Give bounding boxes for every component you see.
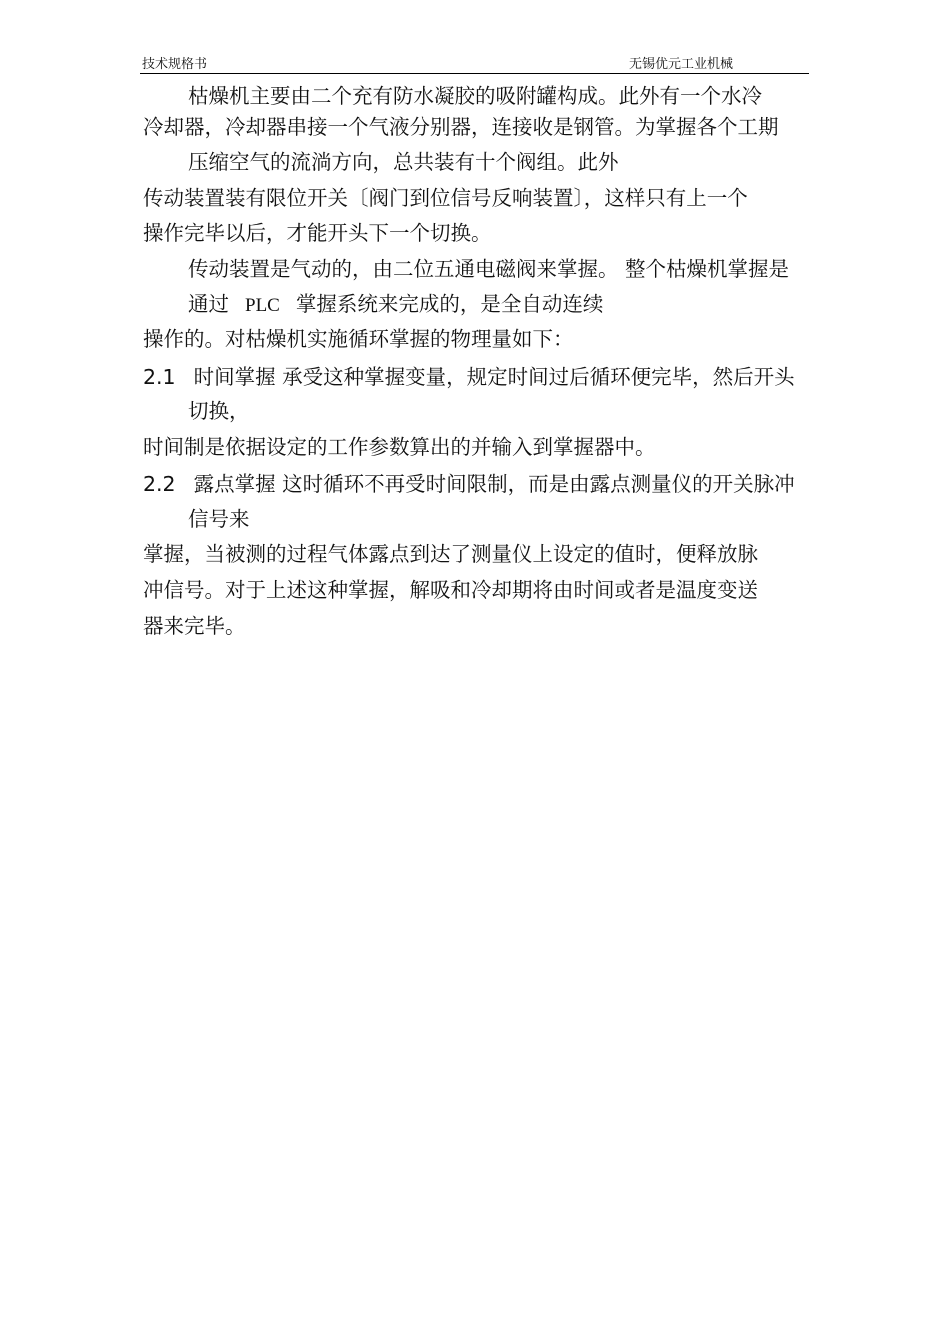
list-item-number: 2.1 — [143, 365, 176, 389]
paragraph-line: 掌握，当被测的过程气体露点到达了测量仪上设定的值时，便释放脉 — [143, 542, 758, 566]
list-item-dewpoint-control — [143, 470, 795, 498]
paragraph-line: 信号来 — [188, 507, 250, 531]
header-doc-type: 技术规格书 — [142, 57, 208, 72]
list-item-text: 露点掌握 这时循环不再受时间限制，而是由露点测量仪的开关脉冲 — [193, 472, 795, 496]
paragraph-line: 切换， — [188, 399, 250, 423]
list-item-number: 2.2 — [143, 472, 176, 496]
plc-term: PLC — [245, 295, 280, 316]
paragraph-line: 传动装置装有限位开关〔阀门到位信号反响装置〕，这样只有上一个 — [143, 186, 748, 210]
paragraph-line: 枯燥机主要由二个充有防水凝胶的吸附罐构成。此外有一个水冷 — [188, 84, 762, 108]
plc-line-before: 通过 — [188, 292, 229, 316]
list-item-time-control — [143, 363, 795, 391]
paragraph-line: 操作完毕以后，才能开头下一个切换。 — [143, 221, 492, 245]
paragraph-line: 传动装置是气动的，由二位五通电磁阀来掌握。 整个枯燥机掌握是 — [188, 257, 790, 281]
paragraph-line: 操作的。对枯燥机实施循环掌握的物理量如下： — [143, 327, 574, 351]
header-company: 无锡优元工业机械 — [629, 57, 734, 72]
paragraph-line: 器来完毕。 — [143, 614, 246, 638]
paragraph-line: 冷却器，冷却器串接一个气液分别器，连接收是钢管。为掌握各个工期 — [143, 115, 779, 139]
paragraph-line: 时间制是依据设定的工作参数算出的并输入到掌握器中。 — [143, 435, 656, 459]
plc-line-after: 掌握系统来完成的，是全自动连续 — [295, 292, 604, 316]
plc-line — [188, 290, 603, 320]
paragraph-line: 压缩空气的流淌方向，总共装有十个阀组。此外 — [188, 150, 619, 174]
paragraph-line: 冲信号。对于上述这种掌握，解吸和冷却期将由时间或者是温度变送 — [143, 578, 758, 602]
page-header — [140, 57, 809, 74]
list-item-text: 时间掌握 承受这种掌握变量，规定时间过后循环便完毕，然后开头 — [193, 365, 795, 389]
